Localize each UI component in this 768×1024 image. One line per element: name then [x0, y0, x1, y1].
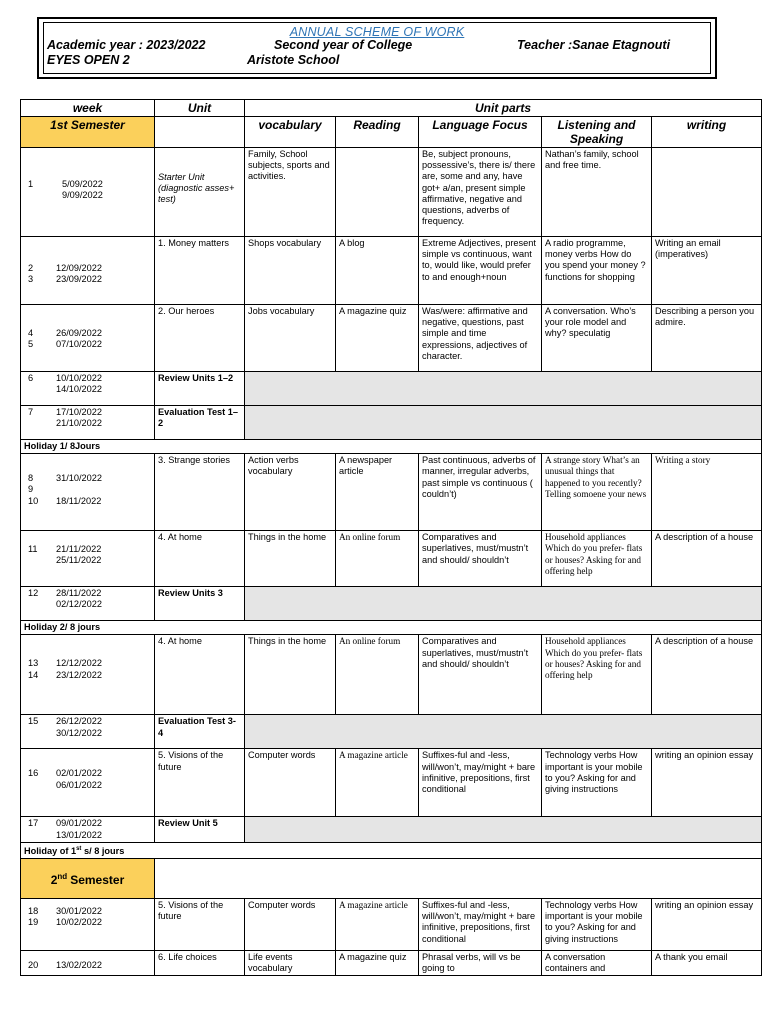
- col-unit-parts: Unit parts: [245, 100, 762, 117]
- week-date: 21/11/2022: [56, 544, 102, 555]
- table-row: [21, 715, 762, 749]
- table-row: [21, 587, 762, 621]
- vocabulary-cell: Things in the home: [245, 635, 336, 715]
- reading-cell: An online forum: [336, 531, 419, 587]
- listening-speaking-cell: A conversation. Who’s your role model and why? speculatig: [542, 305, 652, 372]
- unit-cell: 4. At home: [155, 531, 245, 587]
- vocabulary-cell: Shops vocabulary: [245, 237, 336, 305]
- week-number: [24, 384, 56, 395]
- table-row: [21, 237, 762, 305]
- week-date: 10/02/2022: [56, 917, 102, 928]
- semester-2-text: Semester: [70, 872, 125, 887]
- vocabulary-cell: Jobs vocabulary: [245, 305, 336, 372]
- week-date: 02/12/2022: [56, 599, 102, 610]
- week-number: 8: [28, 473, 34, 484]
- holiday-text: Holiday of 1: [24, 845, 77, 856]
- week-number: 3: [28, 274, 34, 285]
- writing-cell: A thank you email: [652, 951, 762, 976]
- school-name: Aristote School: [247, 53, 340, 67]
- header-inner-frame: [43, 22, 711, 74]
- week-line: [24, 418, 151, 429]
- week-date: 28/11/2022: [56, 588, 102, 599]
- week-cell: [21, 305, 155, 372]
- week-date: 13/02/2022: [56, 960, 102, 971]
- language-focus-cell: Past continuous, adverbs of manner, irregular adverbs, past simple vs continuous ( couldn’t): [419, 454, 542, 531]
- week-number: 1: [28, 179, 34, 189]
- week-cell: [21, 749, 155, 817]
- week-date: 23/09/2022: [56, 274, 102, 285]
- table-row: [21, 817, 762, 842]
- document-title: ANNUAL SCHEME OF WORK: [289, 25, 465, 39]
- week-cell: [21, 587, 155, 621]
- listening-speaking-cell: Technology verbs How important is your mobile to you? Asking for and giving instructions: [542, 749, 652, 817]
- holiday-label: Holiday 1/ 8Jours: [21, 440, 762, 454]
- table-row: [21, 454, 762, 531]
- listening-speaking-cell: A strange story What’s an unusual things that happened to you recently? Telling somoene your news: [542, 454, 652, 531]
- week-cell: [21, 715, 155, 749]
- week-number: 7: [28, 407, 34, 417]
- week-number: 10: [28, 495, 39, 506]
- table-row: [21, 899, 762, 951]
- listening-speaking-cell: Household appliances Which do you prefer- flats or houses? Asking for and offering help: [542, 531, 652, 587]
- semester-2-label: [21, 859, 155, 899]
- week-date: 09/01/2022: [56, 818, 102, 829]
- week-date: 13/01/2022: [56, 829, 102, 840]
- week-number: [24, 728, 56, 739]
- academic-year: Academic year : 2023/2022: [47, 38, 206, 52]
- week-line: [24, 599, 151, 610]
- week-number: 19: [28, 917, 39, 928]
- week-line: [24, 328, 151, 339]
- week-number: 4: [28, 328, 34, 338]
- table-row: [21, 749, 762, 817]
- week-date: 9/09/2022: [62, 190, 103, 201]
- holiday-label: [21, 842, 762, 858]
- week-line: [24, 496, 151, 507]
- language-focus-cell: Extreme Adjectives, present simple vs continuous, want to, would like, would prefer to and enough+noun: [419, 237, 542, 305]
- week-line: [24, 917, 151, 928]
- writing-cell: Describing a person you admire.: [652, 305, 762, 372]
- vocabulary-cell: Action verbs vocabulary: [245, 454, 336, 531]
- week-date: 10/10/2022: [56, 373, 102, 383]
- review-blank: [245, 372, 762, 406]
- week-number: 5: [28, 339, 34, 350]
- week-number: 12: [28, 588, 39, 599]
- week-number: [24, 418, 56, 429]
- week-cell: [21, 817, 155, 842]
- week-line: [24, 768, 151, 779]
- week-cell: [21, 531, 155, 587]
- writing-cell: writing an opinion essay: [652, 749, 762, 817]
- teacher-name: Teacher :Sanae Etagnouti: [517, 38, 671, 52]
- unit-cell: Review Unit 5: [155, 817, 245, 842]
- col-language-focus: Language Focus: [419, 117, 542, 148]
- vocabulary-cell: Life events vocabulary: [245, 951, 336, 976]
- week-number: 15: [28, 716, 39, 727]
- week-date: 5/09/2022: [62, 179, 103, 189]
- unit-cell: 2. Our heroes: [155, 305, 245, 372]
- writing-cell: [652, 148, 762, 237]
- semester-2-row: [21, 859, 762, 899]
- week-number: 2: [28, 263, 34, 273]
- week-line: [24, 780, 151, 791]
- week-cell: [21, 372, 155, 406]
- language-focus-cell: Suffixes-ful and -less, will/won’t, may/might + bare infinitive, prepositions, first conditional: [419, 899, 542, 951]
- week-date: 14/10/2022: [56, 384, 102, 395]
- col-writing: writing: [652, 117, 762, 148]
- week-number: [24, 190, 62, 201]
- week-number: 11: [28, 544, 38, 555]
- week-cell: [21, 237, 155, 305]
- week-number: [24, 830, 56, 841]
- unit-cell: 5. Visions of the future: [155, 749, 245, 817]
- language-focus-cell: Be, subject pronouns, possessive’s, there is/ there are, some and any, have got+ a/an, present simple affirmative, negative and questions, adverbs of frequency.: [419, 148, 542, 237]
- week-date: 17/10/2022: [56, 407, 102, 417]
- week-number: 6: [28, 373, 34, 383]
- week-line: [24, 274, 151, 285]
- week-line: [24, 555, 151, 566]
- week-line: [24, 830, 151, 841]
- unit-cell: 5. Visions of the future: [155, 899, 245, 951]
- week-number: 20: [28, 960, 39, 971]
- week-line: [24, 728, 151, 739]
- week-cell: [21, 635, 155, 715]
- week-line: [24, 263, 151, 274]
- unit-cell: Evaluation Test 1–2: [155, 406, 245, 440]
- holiday-sup: st: [76, 845, 82, 852]
- semester-2-sup: nd: [57, 871, 68, 881]
- unit-cell: 3. Strange stories: [155, 454, 245, 531]
- week-line: [24, 190, 151, 201]
- table-row: [21, 148, 762, 237]
- blank-cell: [155, 117, 245, 148]
- reading-cell: A magazine article: [336, 899, 419, 951]
- week-line: [24, 407, 151, 418]
- reading-cell: [336, 148, 419, 237]
- listening-speaking-cell: A conversation containers and: [542, 951, 652, 976]
- listening-speaking-cell: Nathan’s family, school and free time.: [542, 148, 652, 237]
- listening-speaking-cell: Household appliances Which do you prefer- flats or houses? Asking for and offering help: [542, 635, 652, 715]
- table-row: [21, 951, 762, 976]
- week-date: 18/11/2022: [56, 495, 102, 506]
- week-line: [24, 484, 151, 495]
- language-focus-cell: Was/were: affirmative and negative, questions, past simple and time expressions, adjectives of character.: [419, 305, 542, 372]
- week-date: 30/12/2022: [56, 727, 102, 738]
- week-date: 12/12/2022: [56, 658, 102, 669]
- col-listening-speaking: Listening and Speaking: [542, 117, 652, 148]
- writing-cell: Writing an email (imperatives): [652, 237, 762, 305]
- college-year: Second year of College: [274, 38, 413, 52]
- reading-cell: A magazine article: [336, 749, 419, 817]
- review-blank: [245, 587, 762, 621]
- language-focus-cell: Suffixes-ful and -less, will/won’t, may/might + bare infinitive, prepositions, first conditional: [419, 749, 542, 817]
- holiday-row: [21, 440, 762, 454]
- unit-cell: Review Units 3: [155, 587, 245, 621]
- vocabulary-cell: Computer words: [245, 749, 336, 817]
- vocabulary-cell: Family, School subjects, sports and activities.: [245, 148, 336, 237]
- week-line: [24, 906, 151, 917]
- week-number: [24, 780, 56, 791]
- week-line: [24, 339, 151, 350]
- reading-cell: A blog: [336, 237, 419, 305]
- reading-cell: A magazine quiz: [336, 305, 419, 372]
- week-cell: [21, 406, 155, 440]
- week-line: [24, 670, 151, 681]
- reading-cell: A magazine quiz: [336, 951, 419, 976]
- week-line: [24, 544, 151, 555]
- writing-cell: Writing a story: [652, 454, 762, 531]
- week-number: 9: [28, 484, 34, 495]
- table-row: [21, 372, 762, 406]
- week-number: 13: [28, 658, 39, 669]
- col-reading: Reading: [336, 117, 419, 148]
- week-cell: [21, 148, 155, 237]
- book-title: EYES OPEN 2: [47, 53, 130, 67]
- holiday-text-end: s/ 8 jours: [81, 845, 125, 856]
- language-focus-cell: Phrasal verbs, will vs be going to: [419, 951, 542, 976]
- table-row: [21, 635, 762, 715]
- week-date: 25/11/2022: [56, 555, 102, 566]
- week-line: [24, 960, 151, 971]
- holiday-row: [21, 842, 762, 858]
- col-vocabulary: vocabulary: [245, 117, 336, 148]
- week-line: [24, 179, 151, 190]
- week-line: [24, 716, 151, 727]
- week-number: 14: [28, 669, 39, 680]
- semester-2-blank: [155, 859, 762, 899]
- listening-speaking-cell: A radio programme, money verbs How do you spend your money ? functions for shopping: [542, 237, 652, 305]
- week-line: [24, 473, 151, 484]
- reading-cell: An online forum: [336, 635, 419, 715]
- review-blank: [245, 817, 762, 842]
- scheme-table: [20, 99, 762, 976]
- week-date: 26/09/2022: [56, 328, 102, 338]
- table-row: [21, 406, 762, 440]
- writing-cell: A description of a house: [652, 635, 762, 715]
- semester-1-label: 1st Semester: [21, 117, 155, 148]
- writing-cell: A description of a house: [652, 531, 762, 587]
- week-number: 16: [28, 768, 39, 779]
- vocabulary-cell: Computer words: [245, 899, 336, 951]
- week-line: [24, 658, 151, 669]
- week-date: 07/10/2022: [56, 339, 102, 350]
- col-week: week: [21, 100, 155, 117]
- reading-cell: A newspaper article: [336, 454, 419, 531]
- listening-speaking-cell: Technology verbs How important is your mobile to you? Asking for and giving instructions: [542, 899, 652, 951]
- unit-cell: Evaluation Test 3-4: [155, 715, 245, 749]
- week-cell: [21, 951, 155, 976]
- holiday-label: Holiday 2/ 8 jours: [21, 621, 762, 635]
- unit-cell: 4. At home: [155, 635, 245, 715]
- week-number: [24, 555, 56, 566]
- week-line: [24, 818, 151, 829]
- unit-cell: Starter Unit (diagnostic asses+ test): [155, 148, 245, 237]
- unit-cell: Review Units 1–2: [155, 372, 245, 406]
- table-row: [21, 305, 762, 372]
- week-date: 23/12/2022: [56, 669, 102, 680]
- language-focus-cell: Comparatives and superlatives, must/mustn’t and should/ shouldn’t: [419, 635, 542, 715]
- week-cell: [21, 899, 155, 951]
- week-number: [24, 599, 56, 610]
- semester-2-number: 2: [50, 872, 58, 887]
- holiday-row: [21, 621, 762, 635]
- week-date: 02/01/2022: [56, 768, 102, 779]
- week-line: [24, 588, 151, 599]
- week-date: 06/01/2022: [56, 779, 102, 790]
- week-number: 18: [28, 906, 39, 917]
- col-unit: Unit: [155, 100, 245, 117]
- week-date: 12/09/2022: [56, 263, 102, 273]
- week-line: [24, 384, 151, 395]
- week-date: 31/10/2022: [56, 473, 102, 484]
- header-box: [37, 17, 717, 79]
- review-blank: [245, 715, 762, 749]
- week-date: 26/12/2022: [56, 716, 102, 727]
- week-number: 17: [28, 818, 39, 829]
- review-blank: [245, 406, 762, 440]
- table-row: [21, 531, 762, 587]
- vocabulary-cell: Things in the home: [245, 531, 336, 587]
- unit-cell: 1. Money matters: [155, 237, 245, 305]
- language-focus-cell: Comparatives and superlatives, must/mustn’t and should/ shouldn’t: [419, 531, 542, 587]
- week-date: 30/01/2022: [56, 906, 102, 917]
- writing-cell: writing an opinion essay: [652, 899, 762, 951]
- week-date: 21/10/2022: [56, 418, 102, 429]
- week-cell: [21, 454, 155, 531]
- unit-cell: 6. Life choices: [155, 951, 245, 976]
- week-line: [24, 373, 151, 384]
